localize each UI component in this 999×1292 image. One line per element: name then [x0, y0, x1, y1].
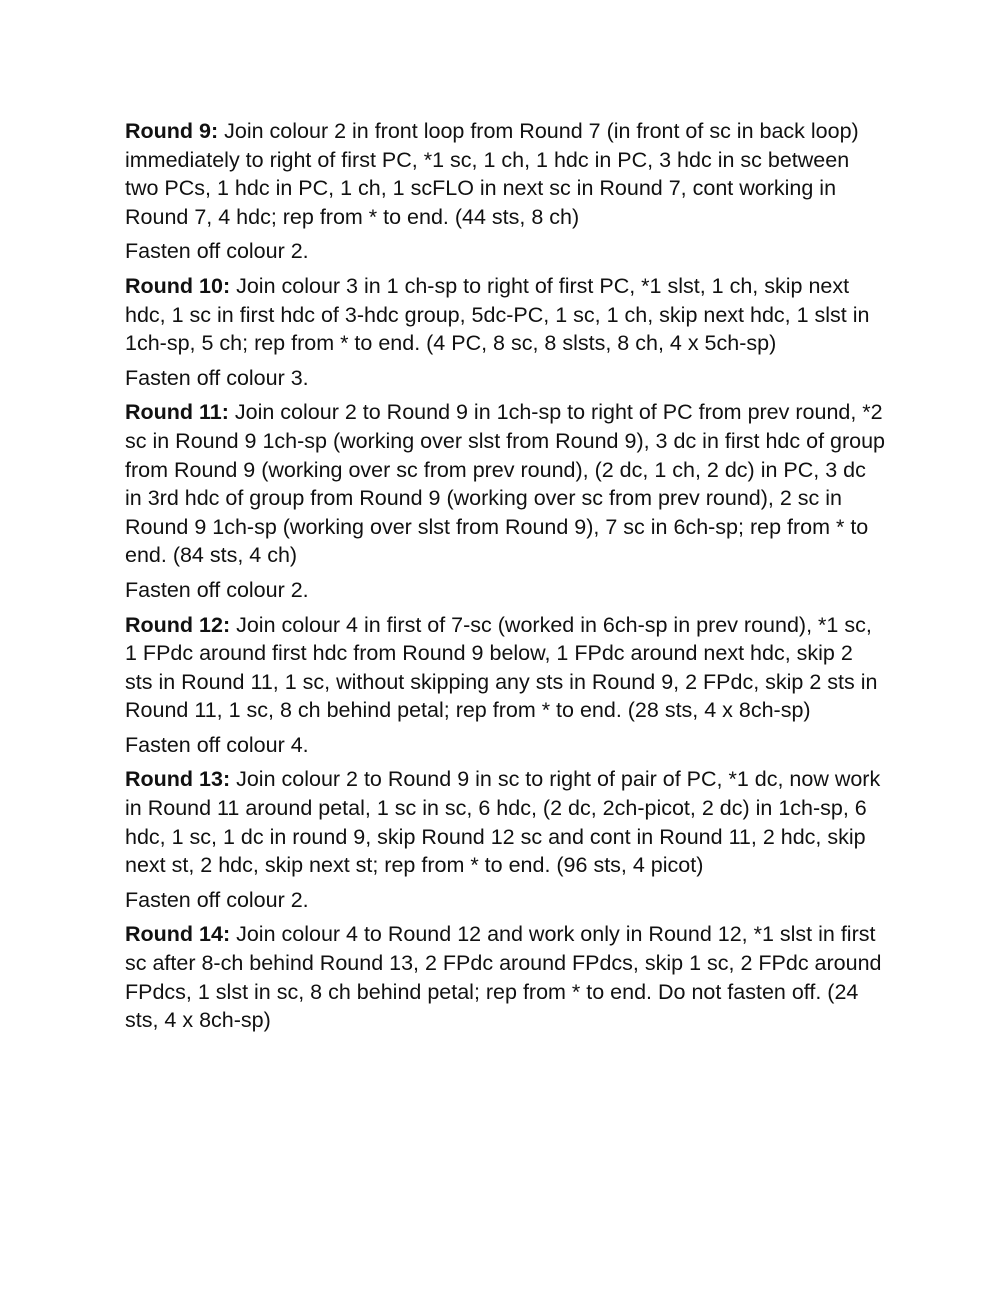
round-10-fasten: Fasten off colour 3.	[125, 365, 309, 390]
round-9-text: Join colour 2 in front loop from Round 7 (in front of sc in back loop) immediately to right of first PC, *1 sc, 1 ch, 1 hdc in PC, 3 hdc in sc between two PCs, 1 hdc in PC, 1 ch, 1 scFLO in next sc in Round 7, cont working in Round 7, 4 hdc; rep from * to end. (44 sts, 8 ch)	[125, 119, 859, 229]
round-9-instruction	[125, 117, 885, 231]
round-10-instruction	[125, 272, 885, 358]
round-13-fasten: Fasten off colour 2.	[125, 887, 309, 912]
round-9-title: Round 9:	[125, 119, 219, 143]
round-12-text: Join colour 4 in first of 7-sc (worked in 6ch-sp in prev round), *1 sc, 1 FPdc around first hdc from Round 9 below, 1 FPdc around next hdc, skip 2 sts in Round 11, 1 sc, without skipping any sts in Round 9, 2 FPdc, skip 2 sts in Round 11, 1 sc, 8 ch behind petal; rep from * to end. (28 sts, 4 x 8ch-sp)	[125, 612, 878, 723]
round-11-title: Round 11:	[125, 400, 229, 425]
round-10-title: Round 10:	[125, 273, 231, 298]
pattern-page	[125, 117, 885, 1041]
round-14-text: Join colour 4 to Round 12 and work only in Round 12, *1 slst in first sc after 8-ch behind Round 13, 2 FPdc around FPdcs, skip 1 sc, 2 FPdc around FPdcs, 1 slst in sc, 8 ch behind petal; rep from * to end. Do not fasten off. (24 sts, 4 x 8ch-sp)	[125, 922, 882, 1033]
round-13-instruction	[125, 765, 885, 879]
round-14-title: Round 14:	[125, 922, 231, 947]
round-12-title: Round 12:	[125, 612, 231, 637]
round-13-text: Join colour 2 to Round 9 in sc to right of pair of PC, *1 dc, now work in Round 11 around petal, 1 sc in sc, 6 hdc, (2 dc, 2ch-picot, 2 dc) in 1ch-sp, 6 hdc, 1 sc, 1 dc in round 9, skip Round 12 sc and cont in Round 11, 2 hdc, skip next st, 2 hdc, skip next st; rep from * to end. (96 sts, 4 picot)	[125, 767, 881, 878]
round-14-instruction	[125, 920, 885, 1034]
round-12-fasten: Fasten off colour 4.	[125, 732, 309, 757]
round-12-instruction	[125, 611, 885, 725]
round-11-text: Join colour 2 to Round 9 in 1ch-sp to right of PC from prev round, *2 sc in Round 9 1ch-sp (working over slst from Round 9), 3 dc in first hdc of group from Round 9 (working over sc from prev round), (2 dc, 1 ch, 2 dc) in PC, 3 dc in 3rd hdc of group from Round 9 (working over sc from prev round), 2 sc in Round 9 1ch-sp (working over slst from Round 9), 7 sc in 6ch-sp; rep from * to end. (84 sts, 4 ch)	[125, 400, 886, 568]
round-10-text: Join colour 3 in 1 ch-sp to right of first PC, *1 slst, 1 ch, skip next hdc, 1 sc in first hdc of 3-hdc group, 5dc-PC, 1 sc, 1 ch, skip next hdc, 1 slst in 1ch-sp, 5 ch; rep from * to end. (4 PC, 8 sc, 8 slsts, 8 ch, 4 x 5ch-sp)	[125, 273, 870, 356]
round-11-instruction	[125, 398, 885, 570]
round-13-title: Round 13:	[125, 767, 231, 792]
round-11-fasten: Fasten off colour 2.	[125, 577, 309, 602]
round-9-fasten: Fasten off colour 2.	[125, 239, 309, 264]
